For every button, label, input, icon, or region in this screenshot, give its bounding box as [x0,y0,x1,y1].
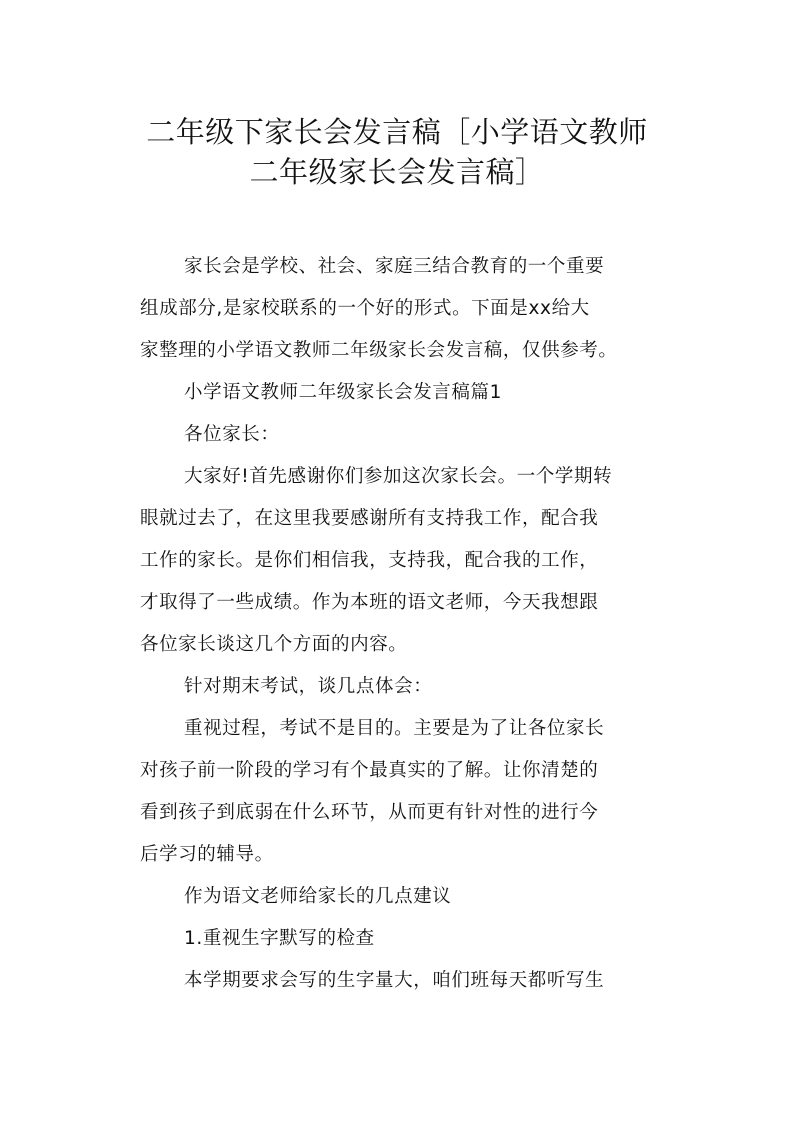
body-paragraph-1-line-1: 大家好!首先感谢你们参加这次家长会。一个学期转 [184,466,613,487]
intro-paragraph-line-2: 组成部分,是家校联系的一个好的形式。下面是xx给大 [140,298,590,319]
body-paragraph-1-line-2: 眼就过去了，在这里我要感谢所有支持我工作，配合我 [140,508,599,529]
suggestions-heading: 作为语文老师给家长的几点建议 [184,886,452,907]
intro-paragraph-line-3: 家整理的小学语文教师二年级家长会发言稿，仅供参考。 [140,340,618,361]
suggestion-item-1: 1.重视生字默写的检查 [184,928,375,949]
document-title-line-2: 二年级家长会发言稿］ [249,155,545,189]
body-paragraph-3-line-2: 对孩子前一阶段的学习有个最真实的了解。让你清楚的 [140,760,599,781]
body-paragraph-1-line-4: 才取得了一些成绩。作为本班的语文老师，今天我想跟 [140,592,599,613]
body-paragraph-2: 针对期末考试，谈几点体会： [184,676,433,697]
document-title-line-1: 二年级下家长会发言稿［小学语文教师 [146,115,648,149]
body-paragraph-3-line-3: 看到孩子到底弱在什么环节，从而更有针对性的进行今 [140,802,599,823]
body-paragraph-4-line-1: 本学期要求会写的生字量大，咱们班每天都听写生 [184,970,605,991]
salutation: 各位家长： [184,424,280,445]
section-heading: 小学语文教师二年级家长会发言稿篇1 [184,382,502,403]
body-paragraph-1-line-5: 各位家长谈这几个方面的内容。 [140,634,408,655]
intro-paragraph-line-1: 家长会是学校、社会、家庭三结合教育的一个重要 [184,256,605,277]
body-paragraph-3-line-1: 重视过程，考试不是目的。主要是为了让各位家长 [184,718,605,739]
body-paragraph-1-line-3: 工作的家长。是你们相信我，支持我，配合我的工作， [140,550,599,571]
body-paragraph-3-line-4: 后学习的辅导。 [140,844,274,865]
